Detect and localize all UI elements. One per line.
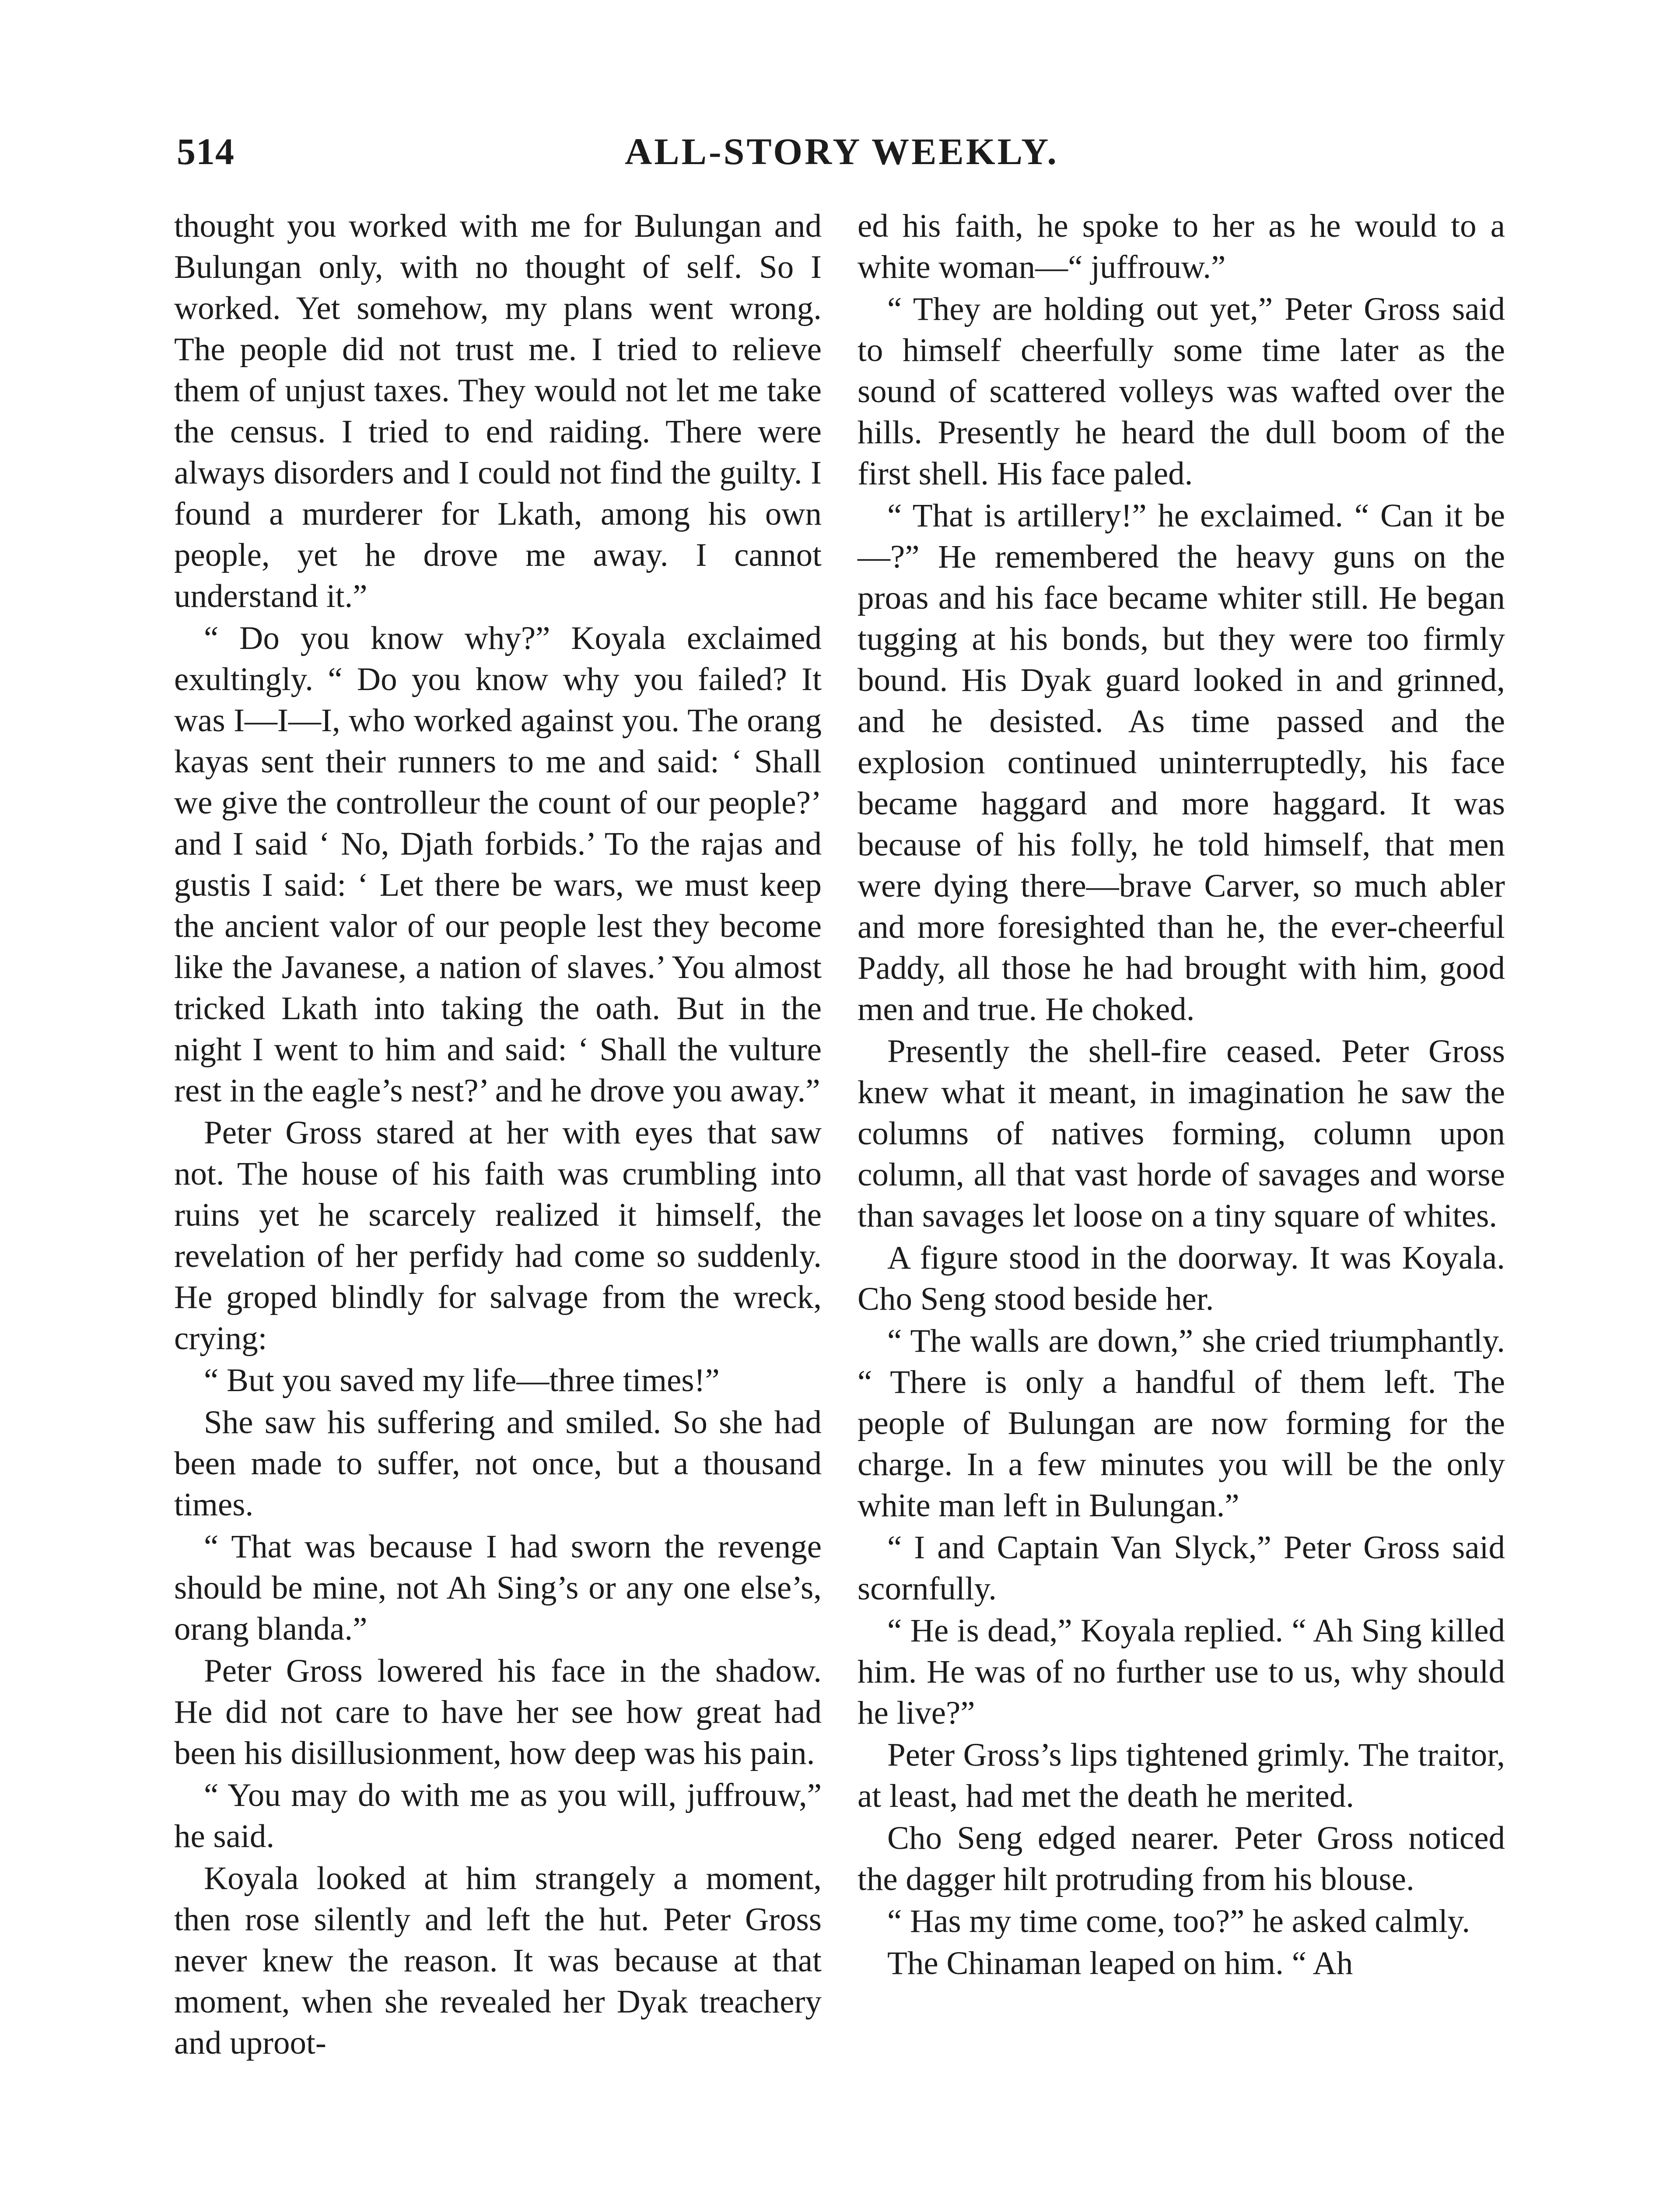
paragraph: ed his faith, he spoke to her as he would to a white woman—“ juffrouw.” bbox=[858, 208, 1505, 285]
right-column bbox=[858, 206, 1505, 1985]
paragraph: Presently the shell-fire ceased. Peter Gross knew what it meant, in imagination he saw the columns of natives forming, column upon column, all that vast horde of savages and worse than savages let loose on a tiny square of whites. bbox=[858, 1033, 1505, 1234]
left-column bbox=[174, 206, 822, 2065]
paragraph: The Chinaman leaped on him. “ Ah bbox=[887, 1945, 1353, 1981]
paragraph: Peter Gross stared at her with eyes that saw not. The house of his faith was crumbling into ruins yet he scarcely realized it himself, the revelation of her perfidy had come so suddenly. He groped blindly for salvage from the wreck, crying: bbox=[174, 1115, 822, 1357]
running-title: ALL-STORY WEEKLY. bbox=[625, 130, 1059, 172]
page-header bbox=[177, 130, 1507, 182]
paragraph: Peter Gross’s lips tightened grimly. The traitor, at least, had met the death he merited. bbox=[858, 1737, 1505, 1814]
paragraph: “ Do you know why?” Koyala exclaimed exultingly. “ Do you know why you failed? It was I—I—I, who worked against you. The orang kayas sent their runners to me and said: ‘ Shall we give the controlleur the count of our people?’ and I said ‘ No, Djath forbids.’ To the rajas and gustis I said: ‘ Let there be wars, we must keep the ancient valor of our people lest they become like the Javanese, a nation of slaves.’ You almost tricked Lkath into taking the oath. But in the night I went to him and said: ‘ Shall the vulture rest in the eagle’s nest?’ and he drove you away.” bbox=[174, 620, 822, 1109]
paragraph: A figure stood in the doorway. It was Koyala. Cho Seng stood beside her. bbox=[858, 1240, 1505, 1317]
paragraph: “ He is dead,” Koyala replied. “ Ah Sing killed him. He was of no further use to us, why should he live?” bbox=[858, 1613, 1505, 1731]
paragraph: Koyala looked at him strangely a moment, then rose silently and left the hut. Peter Gross never knew the reason. It was because at that moment, when she revealed her Dyak treachery and uproot- bbox=[174, 1860, 822, 2061]
paragraph: Peter Gross lowered his face in the shadow. He did not care to have her see how great had been his disillusionment, how deep was his pain. bbox=[174, 1653, 822, 1771]
paragraph: “ Has my time come, too?” he asked calmly. bbox=[887, 1903, 1470, 1939]
page-number: 514 bbox=[177, 130, 234, 172]
paragraph: “ But you saved my life—three times!” bbox=[204, 1362, 720, 1399]
paragraph: “ The walls are down,” she cried triumphantly. “ There is only a handful of them left. The people of Bulungan are now forming for the charge. In a few minutes you will be the only white man left in Bulungan.” bbox=[858, 1323, 1505, 1524]
paragraph: “ That was because I had sworn the revenge should be mine, not Ah Sing’s or any one else’s, orang blanda.” bbox=[174, 1529, 822, 1647]
paragraph: “ You may do with me as you will, juffrouw,” he said. bbox=[174, 1777, 822, 1855]
paragraph: “ They are holding out yet,” Peter Gross said to himself cheerfully some time later as the sound of scattered volleys was wafted over the hills. Presently he heard the dull boom of the first shell. His face paled. bbox=[858, 291, 1505, 492]
paragraph: She saw his suffering and smiled. So she had been made to suffer, not once, but a thousand times. bbox=[174, 1404, 822, 1523]
paragraph: thought you worked with me for Bulungan and Bulungan only, with no thought of self. So I worked. Yet somehow, my plans went wrong. The people did not trust me. I tried to relieve them of unjust taxes. They would not let me take the census. I tried to end raiding. There were always disorders and I could not find the guilty. I found a murderer for Lkath, among his own people, yet he drove me away. I cannot understand it.” bbox=[174, 208, 822, 614]
paragraph: “ I and Captain Van Slyck,” Peter Gross said scornfully. bbox=[858, 1529, 1505, 1607]
paragraph: “ That is artillery!” he exclaimed. “ Can it be—?” He remembered the heavy guns on the proas and his face became whiter still. He began tugging at his bonds, but they were too firmly bound. His Dyak guard looked in and grinned, and he desisted. As time passed and the explosion continued uninterruptedly, his face became haggard and more haggard. It was because of his folly, he told himself, that men were dying there—brave Carver, so much abler and more foresighted than he, the ever-cheerful Paddy, all those he had brought with him, good men and true. He choked. bbox=[858, 498, 1505, 1027]
paragraph: Cho Seng edged nearer. Peter Gross noticed the dagger hilt protruding from his blouse. bbox=[858, 1820, 1505, 1897]
